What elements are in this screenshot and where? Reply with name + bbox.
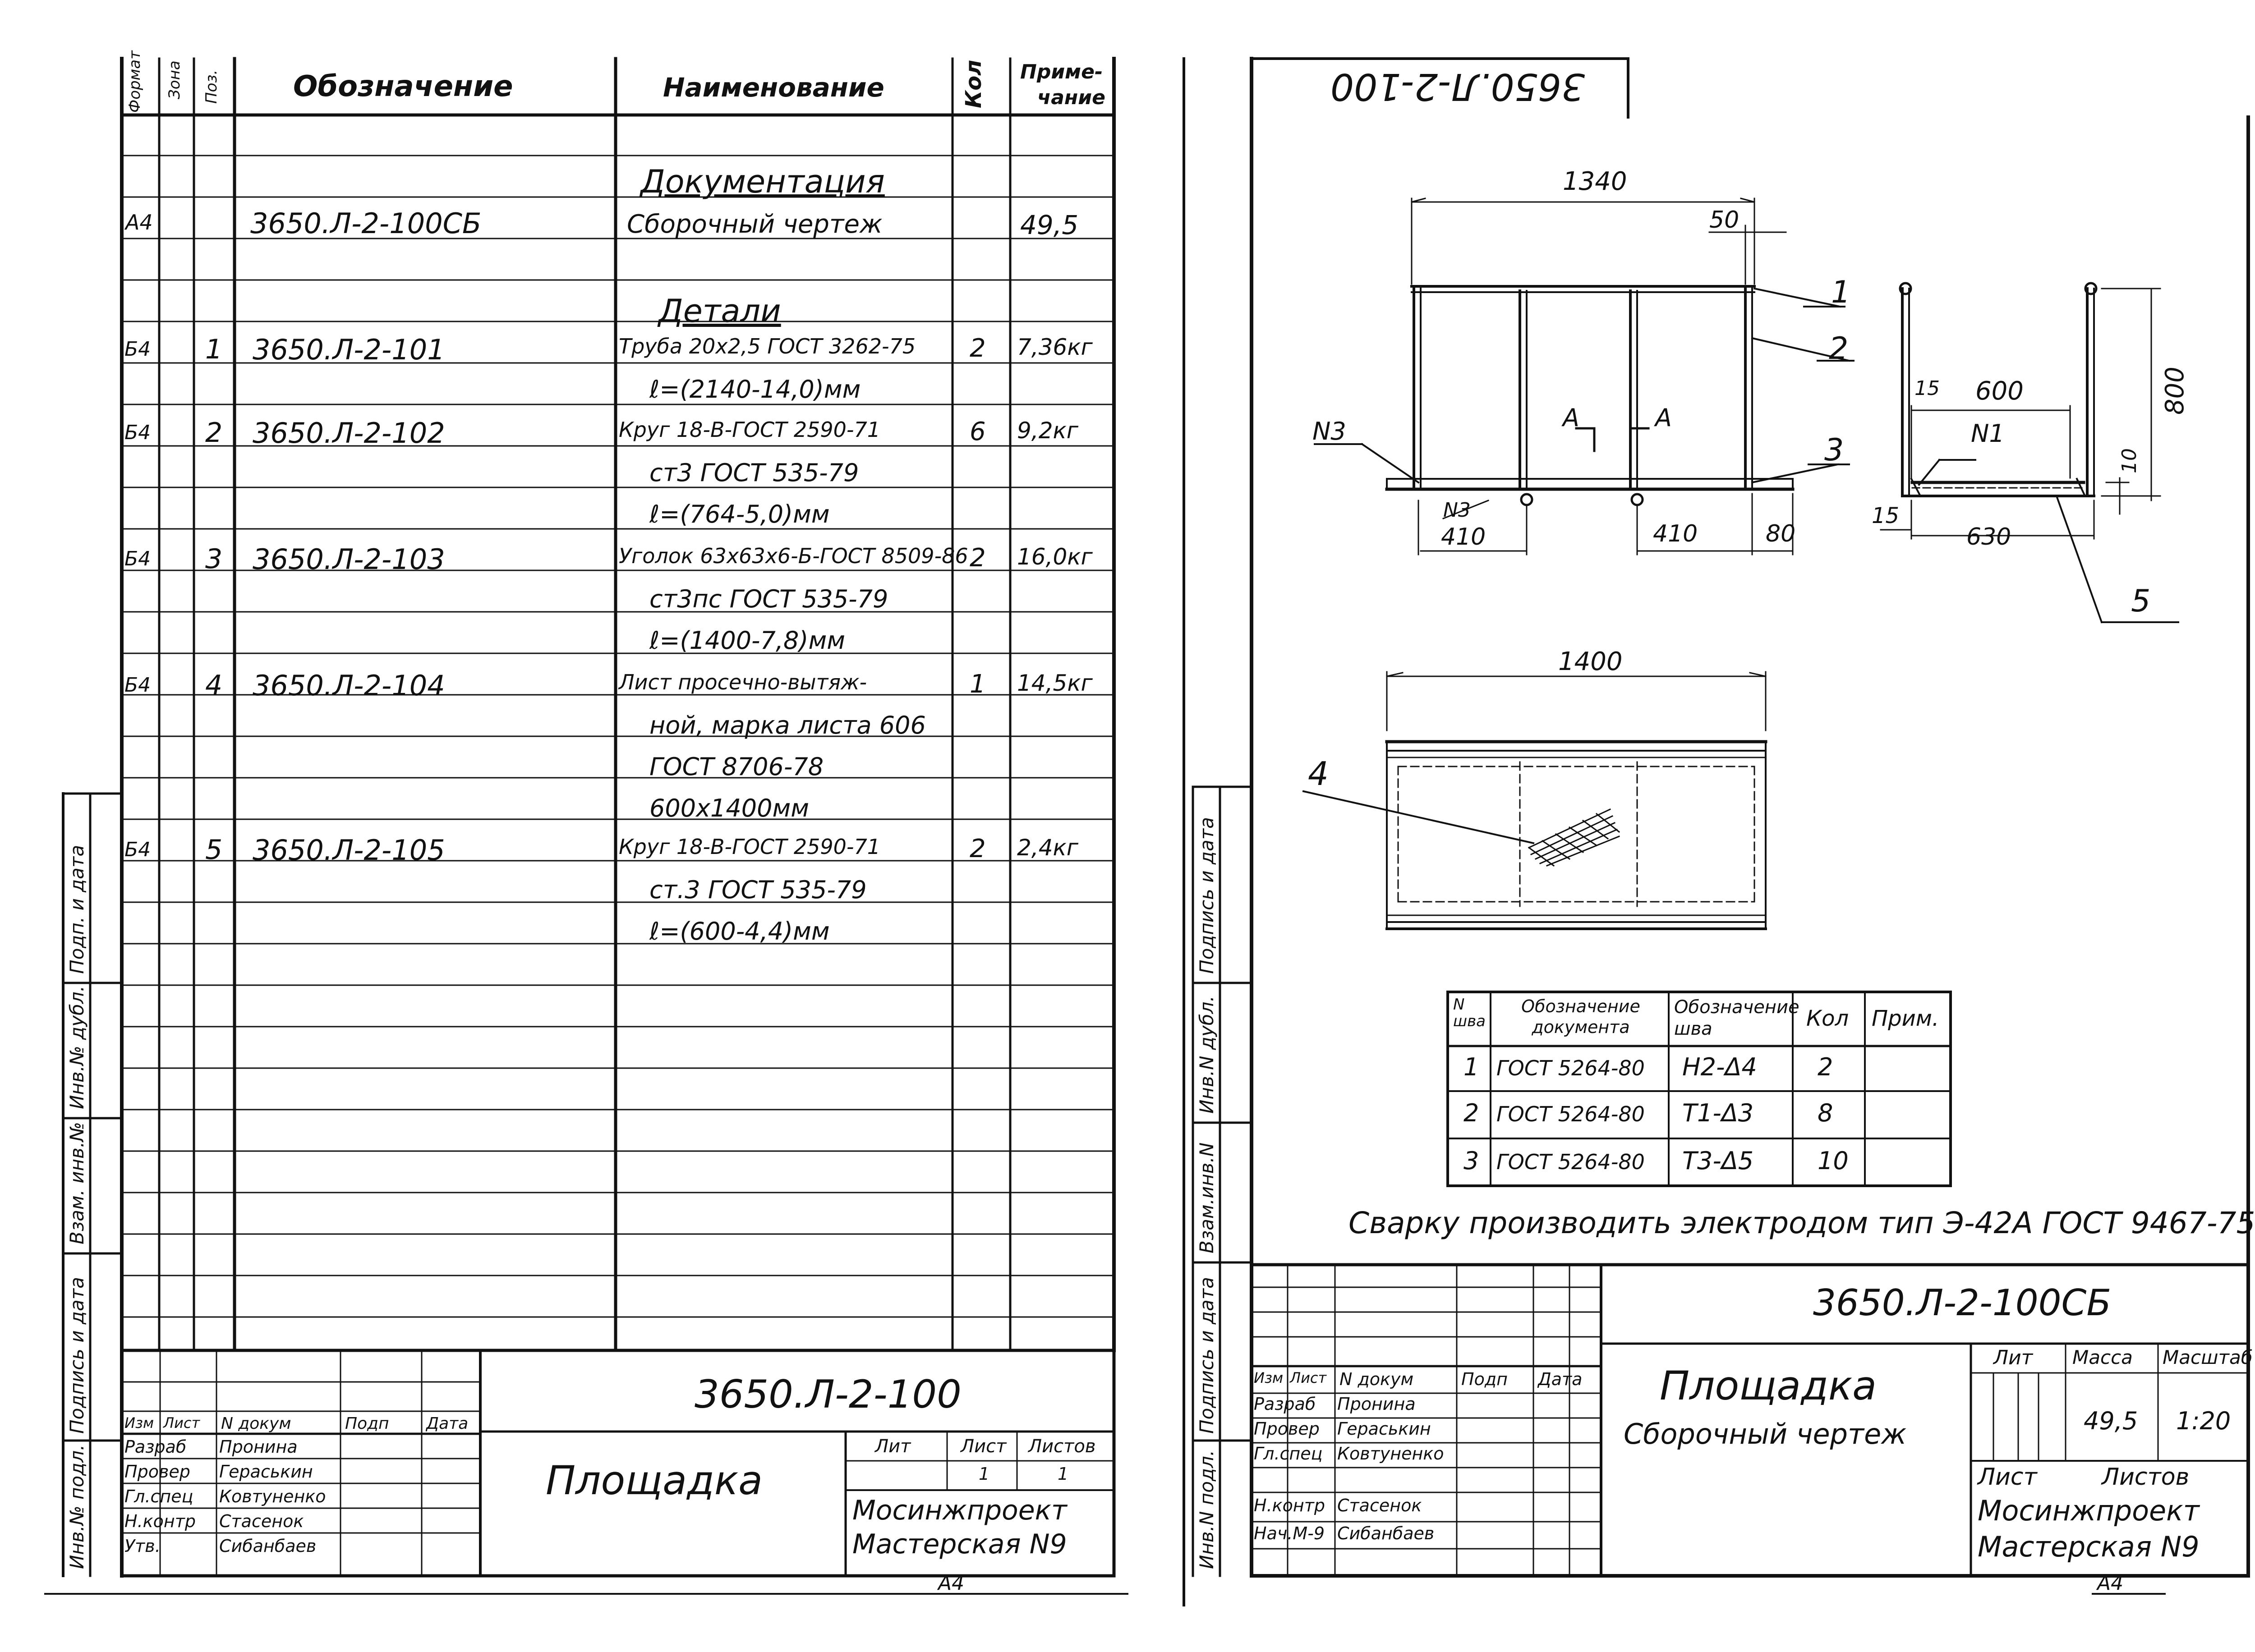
side-label-1: Подп. и дата bbox=[66, 844, 88, 974]
dim-15-top: 15 bbox=[1914, 377, 1940, 400]
row-qty: 1 bbox=[970, 670, 986, 699]
right-side-label-5: Инв.N подл. bbox=[1196, 1450, 1218, 1569]
row-note: 14,5кг bbox=[1017, 670, 1093, 696]
right-col-data: Дата bbox=[1538, 1369, 1583, 1389]
left-sheets-label: Листов bbox=[1028, 1436, 1096, 1457]
weld-row-qty: 8 bbox=[1818, 1099, 1833, 1127]
row-designation: 3650.Л-2-101 bbox=[253, 333, 445, 366]
top-stamp-code: 3650.Л-2-100 bbox=[1330, 65, 1585, 108]
weld-row-doc: ГОСТ 5264-80 bbox=[1496, 1150, 1645, 1174]
doc-note: 49,5 bbox=[1020, 210, 1079, 240]
row-name-line: Круг 18-В-ГОСТ 2590-71 bbox=[619, 835, 881, 859]
signatory-name: Стасенок bbox=[219, 1511, 304, 1531]
right-sheet-label: Лист bbox=[1978, 1464, 2037, 1491]
row-format: Б4 bbox=[124, 421, 151, 444]
weld-row-n: 1 bbox=[1463, 1053, 1479, 1081]
weld-label-n3-bottom: N3 bbox=[1443, 499, 1471, 522]
signatory-name: Ковтуненко bbox=[219, 1487, 326, 1506]
col-format-header: Формат bbox=[126, 50, 144, 113]
weld-col-doc: Обозначение документа bbox=[1521, 996, 1640, 1037]
pos-label-5: 5 bbox=[2131, 583, 2151, 619]
signatory-role: Гл.спец bbox=[124, 1487, 193, 1506]
side-label-4: Подпись и дата bbox=[66, 1277, 88, 1434]
left-org-2: Мастерская N9 bbox=[852, 1528, 1067, 1560]
signatory-name: Сибанбаев bbox=[219, 1536, 317, 1556]
row-qty: 6 bbox=[970, 417, 986, 446]
signatory-role: Гл.спец bbox=[1254, 1444, 1323, 1464]
dim-630: 630 bbox=[1966, 523, 2011, 551]
weld-col-n: N шва bbox=[1453, 996, 1486, 1031]
dim-410-right: 410 bbox=[1653, 520, 1698, 547]
section-mark-a-left: А bbox=[1563, 404, 1579, 432]
right-side-label-4: Подпись и дата bbox=[1196, 1277, 1218, 1434]
row-name-line: ст3 ГОСТ 535-79 bbox=[649, 459, 859, 487]
left-col-list: Лист bbox=[163, 1414, 200, 1432]
row-format: Б4 bbox=[124, 674, 151, 697]
left-org-1: Мосинжпроект bbox=[852, 1495, 1067, 1526]
dim-600: 600 bbox=[1975, 376, 2024, 406]
signatory-name: Пронина bbox=[219, 1437, 298, 1457]
section-documentation: Документация bbox=[640, 163, 885, 200]
row-name-line: Лист просечно-вытяж- bbox=[619, 670, 867, 694]
row-format: Б4 bbox=[124, 838, 151, 861]
row-name-line: ℓ=(1400-7,8)мм bbox=[649, 626, 845, 655]
doc-name: Сборочный чертеж bbox=[627, 210, 883, 239]
col-designation-header: Обозначение bbox=[293, 70, 513, 103]
dim-overall: 1340 bbox=[1563, 167, 1627, 196]
doc-designation: 3650.Л-2-100СБ bbox=[250, 207, 482, 240]
row-name-line: Труба 20х2,5 ГОСТ 3262-75 bbox=[619, 334, 916, 358]
row-qty: 2 bbox=[970, 334, 986, 363]
weld-row-qty: 10 bbox=[1818, 1147, 1849, 1175]
right-side-label-3: Взам.инв.N bbox=[1196, 1142, 1218, 1253]
row-note: 7,36кг bbox=[1017, 334, 1093, 360]
col-name-header: Наименование bbox=[663, 72, 884, 103]
dim-15-bottom: 15 bbox=[1872, 503, 1900, 528]
col-note-header-1: Приме- bbox=[1020, 60, 1103, 83]
weld-row-n: 3 bbox=[1463, 1147, 1479, 1175]
right-col-podp: Подп bbox=[1461, 1369, 1508, 1389]
row-format: Б4 bbox=[124, 547, 151, 570]
weld-label-n1: N1 bbox=[1971, 419, 2005, 448]
dim-plan-1400: 1400 bbox=[1558, 647, 1623, 676]
weld-label-n3-left: N3 bbox=[1312, 417, 1346, 445]
signatory-role: Н.контр bbox=[1254, 1496, 1325, 1515]
section-mark-a-right: А bbox=[1655, 404, 1672, 432]
row-position: 3 bbox=[205, 543, 223, 575]
signatory-name: Пронина bbox=[1337, 1394, 1416, 1414]
row-name-line: Уголок 63х63х6-Б-ГОСТ 8509-86 bbox=[619, 544, 968, 568]
right-doc-code: 3650.Л-2-100СБ bbox=[1813, 1282, 2112, 1324]
right-sheets-label: Листов bbox=[2102, 1464, 2190, 1491]
row-designation: 3650.Л-2-103 bbox=[253, 543, 445, 576]
left-doc-code: 3650.Л-2-100 bbox=[695, 1372, 962, 1417]
row-name-line: ℓ=(600-4,4)мм bbox=[649, 917, 830, 945]
left-doc-title: Площадка bbox=[546, 1457, 763, 1504]
left-lit-label: Лит bbox=[875, 1436, 911, 1457]
row-note: 2,4кг bbox=[1017, 835, 1078, 861]
doc-format: А4 bbox=[125, 210, 153, 234]
col-zone-header: Зона bbox=[166, 60, 184, 99]
row-note: 16,0кг bbox=[1017, 544, 1093, 570]
row-format: Б4 bbox=[124, 338, 151, 361]
row-position: 5 bbox=[205, 834, 223, 866]
row-qty: 2 bbox=[970, 834, 986, 863]
welding-note: Сварку производить электродом тип Э-42А ГОСТ 9467-75 bbox=[1348, 1206, 2255, 1240]
left-col-podp: Подп bbox=[345, 1414, 389, 1433]
signatory-role: Нач.М-9 bbox=[1254, 1524, 1325, 1543]
dim-50: 50 bbox=[1709, 206, 1740, 234]
side-label-5: Инв.№ подл. bbox=[66, 1444, 88, 1569]
weld-row-weld: Т1-Δ3 bbox=[1682, 1099, 1754, 1127]
row-designation: 3650.Л-2-102 bbox=[253, 417, 445, 450]
row-designation: 3650.Л-2-104 bbox=[253, 669, 445, 702]
right-scale-value: 1:20 bbox=[2176, 1407, 2231, 1435]
signatory-name: Стасенок bbox=[1337, 1496, 1422, 1515]
row-name-line: ℓ=(764-5,0)мм bbox=[649, 500, 830, 528]
row-name-line: ст3пс ГОСТ 535-79 bbox=[649, 585, 888, 613]
right-mass-value: 49,5 bbox=[2084, 1407, 2138, 1435]
signatory-role: Разраб bbox=[1254, 1394, 1316, 1414]
right-col-list: Лист bbox=[1290, 1369, 1327, 1386]
right-doc-title: Площадка bbox=[1660, 1363, 1877, 1409]
right-lit-label: Лит bbox=[1993, 1346, 2033, 1369]
weld-col-note: Прим. bbox=[1872, 1006, 1939, 1031]
left-sheets-value: 1 bbox=[1058, 1464, 1069, 1484]
col-pos-header: Поз. bbox=[202, 69, 221, 104]
left-col-ndoc: N докум bbox=[221, 1414, 291, 1433]
row-name-line: ст.3 ГОСТ 535-79 bbox=[649, 876, 867, 904]
row-position: 4 bbox=[205, 670, 223, 701]
pos-label-1: 1 bbox=[1831, 275, 1851, 310]
weld-row-n: 2 bbox=[1463, 1099, 1479, 1127]
weld-row-weld: Т3-Δ5 bbox=[1682, 1147, 1754, 1175]
weld-col-qty: Кол bbox=[1806, 1006, 1849, 1031]
row-position: 1 bbox=[205, 334, 223, 365]
right-mass-label: Масса bbox=[2072, 1346, 2133, 1368]
row-name-line: ГОСТ 8706-78 bbox=[649, 753, 824, 781]
right-scale-label: Масштаб bbox=[2163, 1346, 2253, 1368]
signatory-name: Гераськин bbox=[219, 1462, 313, 1482]
row-position: 2 bbox=[205, 417, 223, 449]
row-name-line: 600х1400мм bbox=[649, 794, 809, 822]
weld-row-weld: Н2-Δ4 bbox=[1682, 1053, 1757, 1081]
row-qty: 2 bbox=[970, 543, 986, 573]
row-name-line: ной, марка листа 606 bbox=[649, 711, 926, 739]
right-col-ndoc: N докум bbox=[1339, 1369, 1414, 1389]
right-doc-subtitle: Сборочный чертеж bbox=[1624, 1418, 1907, 1450]
left-col-data: Дата bbox=[426, 1414, 469, 1433]
side-label-2: Инв.№ дубл. bbox=[66, 985, 88, 1109]
right-org-1: Мосинжпроект bbox=[1978, 1494, 2200, 1527]
weld-row-doc: ГОСТ 5264-80 bbox=[1496, 1102, 1645, 1126]
signatory-name: Сибанбаев bbox=[1337, 1524, 1435, 1543]
right-org-2: Мастерская N9 bbox=[1978, 1530, 2200, 1563]
signatory-name: Ковтуненко bbox=[1337, 1444, 1444, 1464]
left-sheet-label: Лист bbox=[961, 1436, 1007, 1457]
dim-80: 80 bbox=[1766, 520, 1796, 547]
left-sheet-value: 1 bbox=[979, 1464, 990, 1484]
signatory-role: Н.контр bbox=[124, 1511, 196, 1531]
section-parts: Детали bbox=[658, 293, 781, 330]
left-format: А4 bbox=[938, 1572, 965, 1595]
weld-row-qty: 2 bbox=[1818, 1053, 1833, 1081]
col-note-header-2: чание bbox=[1037, 86, 1105, 109]
signatory-role: Провер bbox=[1254, 1419, 1320, 1439]
signatory-name: Гераськин bbox=[1337, 1419, 1431, 1439]
dim-410-left: 410 bbox=[1441, 523, 1486, 551]
row-note: 9,2кг bbox=[1017, 418, 1078, 444]
row-name-line: Круг 18-В-ГОСТ 2590-71 bbox=[619, 418, 881, 442]
dim-10: 10 bbox=[2118, 448, 2141, 473]
pos-label-2: 2 bbox=[1829, 331, 1849, 367]
row-designation: 3650.Л-2-105 bbox=[253, 834, 445, 867]
pos-label-3: 3 bbox=[1824, 432, 1844, 468]
side-label-3: Взам. инв.№ bbox=[66, 1122, 88, 1244]
col-qty-header: Кол bbox=[961, 60, 986, 108]
signatory-role: Утв. bbox=[124, 1536, 161, 1556]
right-col-izm: Изм bbox=[1254, 1369, 1284, 1386]
weld-col-weld: Обозначение шва bbox=[1674, 997, 1799, 1039]
right-side-label-2: Инв.N дубл. bbox=[1196, 996, 1218, 1114]
right-format: А4 bbox=[2097, 1572, 2124, 1595]
signatory-role: Разраб bbox=[124, 1437, 187, 1457]
weld-row-doc: ГОСТ 5264-80 bbox=[1496, 1056, 1645, 1080]
signatory-role: Провер bbox=[124, 1462, 190, 1482]
right-side-label-1: Подпись и дата bbox=[1196, 817, 1218, 974]
dim-800: 800 bbox=[2160, 367, 2190, 415]
row-name-line: ℓ=(2140-14,0)мм bbox=[649, 375, 861, 404]
pos-label-4: 4 bbox=[1308, 755, 1329, 793]
left-col-izm: Изм bbox=[124, 1414, 154, 1432]
